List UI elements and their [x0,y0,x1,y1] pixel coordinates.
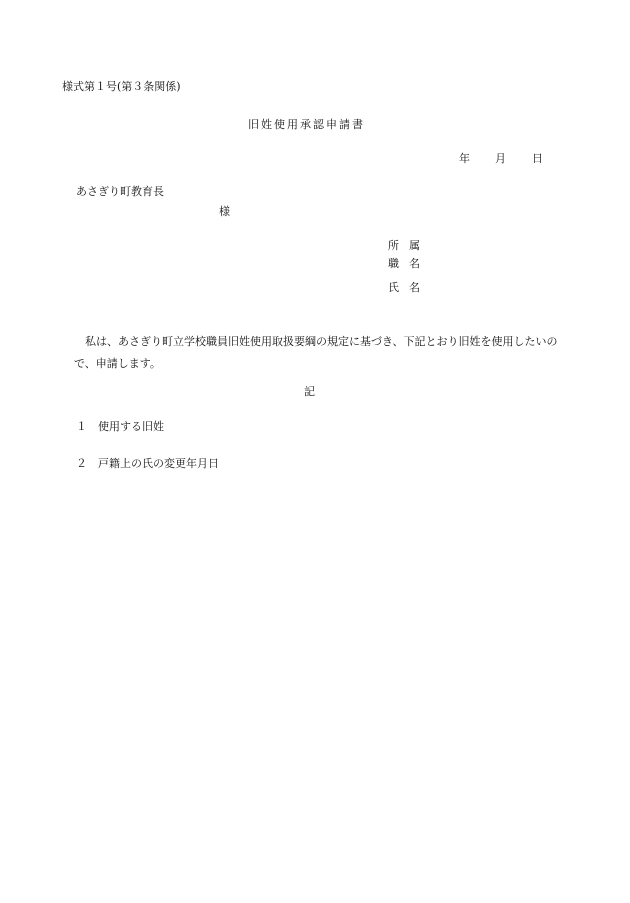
item-number: ２ [76,457,87,470]
body-text: 私は、あさぎり町立学校職員旧姓使用取扱要綱の規定に基づき、下記とおり旧姓を使用したいので、申請します。 [74,335,558,370]
item-label: 使用する旧姓 [98,420,164,433]
body-paragraph [74,331,564,375]
date-month-label: 月 [495,152,506,165]
document-title: 旧姓使用承認申請書 [248,118,365,131]
affiliation-label: 所 属 [388,239,420,252]
addressee: あさぎり町教育長 [76,185,164,198]
date-line [459,153,544,164]
name-label: 氏 名 [388,281,420,294]
date-day-label: 日 [532,152,543,165]
list-item [76,458,219,469]
date-year-label: 年 [459,152,470,165]
form-number: 様式第１号(第３条関係) [62,80,181,93]
list-item [76,421,164,432]
position-label: 職 名 [388,257,420,270]
item-label: 戸籍上の氏の変更年月日 [98,457,219,470]
item-number: １ [76,420,87,433]
ki-heading: 記 [304,385,315,398]
honorific: 様 [219,205,230,218]
